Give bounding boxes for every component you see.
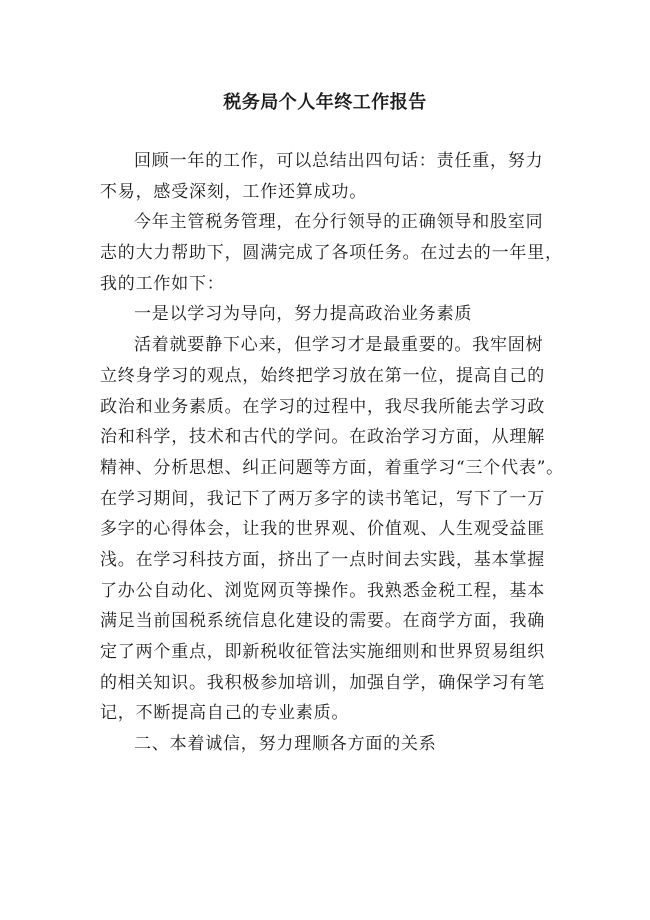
- text-line: 了办公自动化、浏览网页等操作。我熟悉金税工程，基本: [100, 580, 545, 601]
- text-line: 治和科学，技术和古代的学问。在政治学习方面，从理解: [100, 427, 545, 448]
- text-line: 活着就要静下心来，但学习才是最重要的。我牢固树: [134, 335, 544, 356]
- text-line: 不易，感受深刻，工作还算成功。: [100, 181, 367, 202]
- text-line: 今年主管税务管理，在分行领导的正确领导和股室同: [134, 212, 544, 233]
- text-line: 浅。在学习科技方面，挤出了一点时间去实践，基本掌握: [100, 549, 545, 570]
- text-line: 一是以学习为导向，努力提高政治业务素质: [134, 304, 473, 325]
- text-line: 我的工作如下：: [100, 273, 225, 294]
- text-line: 二、本着诚信，努力理顺各方面的关系: [134, 734, 437, 755]
- text-line: 志的大力帮助下，圆满完成了各项任务。在过去的一年里，: [100, 243, 563, 264]
- text-line: 的相关知识。我积极参加培训，加强自学，确保学习有笔: [100, 672, 545, 693]
- text-line: 精神、分析思想、纠正问题等方面，着重学习“三个代表”。: [100, 457, 564, 478]
- text-line: 定了两个重点，即新税收征管法实施细则和世界贸易组织: [100, 642, 545, 662]
- text-line: 立终身学习的观点，始终把学习放在第一位，提高自己的: [100, 365, 545, 386]
- text-line: 记，不断提高自己的专业素质。: [100, 703, 350, 724]
- text-line: 满足当前国税系统信息化建设的需要。在商学方面，我确: [100, 611, 545, 632]
- text-line: 政治和业务素质。在学习的过程中，我尽我所能去学习政: [100, 396, 545, 417]
- text-line: 回顾一年的工作，可以总结出四句话：责任重，努力: [134, 151, 544, 171]
- document-title: 税务局个人年终工作报告: [223, 92, 427, 113]
- text-line: 多字的心得体会，让我的世界观、价值观、人生观受益匪: [100, 519, 545, 540]
- text-line: 在学习期间，我记下了两万多字的读书笔记，写下了一万: [100, 488, 545, 509]
- document-body: [100, 146, 580, 760]
